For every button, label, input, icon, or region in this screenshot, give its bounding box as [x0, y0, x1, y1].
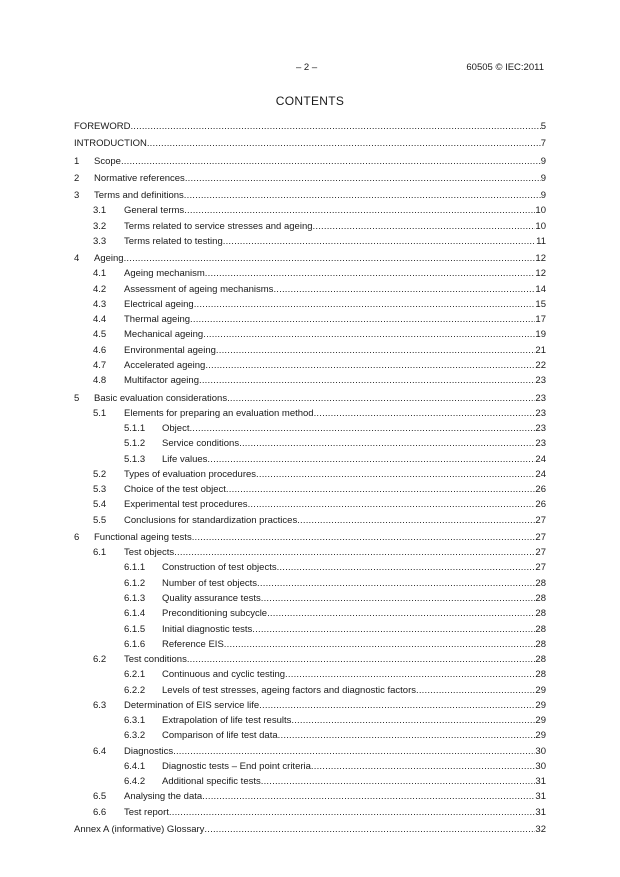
dot-leader — [185, 171, 541, 186]
toc-entry-page-number: 28 — [535, 654, 546, 666]
toc-entry-number: 6.2.2 — [124, 684, 146, 696]
toc-entry-title: Diagnostics — [124, 745, 174, 757]
dot-leader — [194, 297, 536, 312]
toc-entry-title: Extrapolation of life test results — [162, 715, 292, 727]
dot-leader — [207, 452, 535, 467]
toc-entry-title: INTRODUCTION — [74, 138, 147, 150]
table-of-contents — [74, 119, 546, 837]
toc-entry-title: Service conditions — [162, 438, 240, 450]
toc-entry-page-number: 5 — [540, 121, 546, 132]
toc-entry-title: Conclusions for standardization practices — [124, 514, 298, 526]
toc-entry-number: 1 — [74, 155, 80, 167]
toc-entry-title: Life values — [162, 453, 208, 465]
toc-entry-number: 4.8 — [93, 375, 107, 387]
toc-entry-number: 3.1 — [93, 205, 107, 217]
toc-entry-title: Thermal ageing — [124, 314, 191, 326]
toc-entry-number: 6.4.2 — [124, 776, 146, 788]
dot-leader — [257, 576, 535, 591]
dot-leader — [187, 652, 536, 667]
toc-entry-number: 6.3 — [93, 699, 107, 711]
toc-entry-number: 4.6 — [93, 344, 107, 356]
dot-leader — [169, 805, 536, 820]
toc-entry-title: Object — [162, 423, 190, 435]
toc-entry-number: 4.4 — [93, 314, 107, 326]
dot-leader — [261, 774, 536, 789]
toc-entry[interactable] — [74, 467, 546, 482]
toc-entry-title: Scope — [94, 155, 121, 167]
toc-entry[interactable] — [74, 637, 546, 652]
toc-entry-number: 6.4 — [93, 745, 107, 757]
dot-leader — [130, 119, 540, 134]
toc-entry[interactable] — [74, 297, 546, 312]
dot-leader — [205, 358, 535, 373]
toc-entry[interactable] — [74, 119, 546, 134]
dot-leader — [147, 136, 541, 151]
dot-leader — [192, 530, 536, 545]
toc-entry-title: Functional ageing tests — [94, 531, 192, 543]
dot-leader — [223, 234, 536, 249]
toc-entry-number: 4.2 — [93, 283, 107, 295]
toc-entry-page-number: 24 — [535, 453, 546, 465]
toc-entry-page-number: 29 — [535, 684, 546, 696]
toc-entry-title: Test objects — [124, 547, 175, 559]
dot-leader — [124, 251, 536, 266]
toc-entry-number: 5.5 — [93, 514, 107, 526]
toc-entry[interactable] — [74, 560, 546, 575]
toc-entry[interactable] — [74, 513, 546, 528]
toc-entry-number: 6 — [74, 531, 80, 543]
dot-leader — [224, 637, 536, 652]
dot-leader — [273, 282, 535, 297]
toc-entry-title: FOREWORD — [74, 121, 131, 132]
dot-leader — [121, 154, 541, 169]
dot-leader — [252, 622, 535, 637]
toc-entry-title: Terms related to service stresses and ageing — [124, 220, 313, 232]
toc-entry-title: Comparison of life test data — [162, 730, 278, 742]
dot-leader — [203, 327, 535, 342]
toc-entry-title: Elements for preparing an evaluation method — [124, 407, 314, 419]
toc-entry[interactable] — [74, 652, 546, 667]
toc-entry-page-number: 31 — [535, 806, 546, 818]
toc-entry-page-number: 29 — [535, 730, 546, 742]
toc-entry-title: Basic evaluation considerations — [94, 392, 228, 404]
toc-entry[interactable] — [74, 530, 546, 545]
dot-leader — [297, 513, 535, 528]
dot-leader — [259, 698, 535, 713]
toc-entry[interactable] — [74, 136, 546, 151]
toc-entry[interactable] — [74, 154, 546, 169]
toc-entry-page-number: 28 — [535, 623, 546, 635]
toc-entry-title: Terms related to testing — [124, 235, 223, 247]
toc-entry-title: Construction of test objects — [162, 562, 277, 574]
toc-entry-title: Types of evaluation procedures — [124, 468, 257, 480]
toc-entry-title: Test report — [124, 806, 169, 818]
dot-leader — [311, 759, 536, 774]
toc-entry-title: Accelerated ageing — [124, 359, 206, 371]
toc-entry[interactable] — [74, 728, 546, 743]
toc-entry-page-number: 30 — [535, 760, 546, 772]
toc-entry-number: 5.1.3 — [124, 453, 146, 465]
toc-entry[interactable] — [74, 343, 546, 358]
toc-entry[interactable] — [74, 219, 546, 234]
toc-entry[interactable] — [74, 759, 546, 774]
toc-entry-page-number: 29 — [535, 699, 546, 711]
toc-entry-page-number: 23 — [535, 438, 546, 450]
toc-entry-title: Choice of the test object — [124, 484, 226, 496]
toc-entry[interactable] — [74, 591, 546, 606]
toc-entry[interactable] — [74, 391, 546, 406]
toc-entry[interactable] — [74, 358, 546, 373]
toc-entry-number: 3 — [74, 190, 80, 202]
toc-entry-number: 6.3.1 — [124, 715, 146, 727]
toc-entry-page-number: 22 — [535, 359, 546, 371]
toc-entry-title: Levels of test stresses, ageing factors and diagnostic factors — [162, 684, 416, 696]
toc-entry-title: Analysing the data — [124, 791, 203, 803]
toc-entry-title: Mechanical ageing — [124, 329, 204, 341]
dot-leader — [189, 421, 535, 436]
toc-entry-page-number: 28 — [535, 608, 546, 620]
toc-entry[interactable] — [74, 482, 546, 497]
toc-entry-page-number: 28 — [535, 592, 546, 604]
toc-entry-page-number: 15 — [535, 298, 546, 310]
toc-entry-number: 6.1.6 — [124, 638, 146, 650]
toc-entry-title: Test conditions — [124, 654, 187, 666]
toc-entry-number: 5.2 — [93, 468, 107, 480]
toc-entry[interactable] — [74, 805, 546, 820]
page-title: CONTENTS — [275, 94, 345, 108]
dot-leader — [184, 188, 541, 203]
toc-entry[interactable] — [74, 234, 546, 249]
toc-entry[interactable] — [74, 667, 546, 682]
dot-leader — [267, 606, 535, 621]
toc-entry-title: Annex A (informative) Glossary — [74, 823, 205, 835]
toc-entry-title: General terms — [124, 205, 185, 217]
toc-entry-number: 6.4.1 — [124, 760, 146, 772]
toc-entry-title: Electrical ageing — [124, 298, 194, 310]
toc-entry-number: 6.1 — [93, 547, 107, 559]
dot-leader — [216, 343, 536, 358]
toc-entry-number: 6.1.1 — [124, 562, 146, 574]
toc-entry-title: Terms and definitions — [94, 190, 184, 202]
toc-entry[interactable] — [74, 421, 546, 436]
toc-entry[interactable] — [74, 606, 546, 621]
toc-entry-page-number: 12 — [535, 268, 546, 280]
toc-entry[interactable] — [74, 545, 546, 560]
toc-entry-page-number: 9 — [540, 172, 546, 184]
toc-entry-title: Additional specific tests — [162, 776, 261, 788]
toc-entry-page-number: 9 — [540, 190, 546, 202]
toc-entry-number: 6.1.3 — [124, 592, 146, 604]
toc-entry-number: 6.5 — [93, 791, 107, 803]
toc-entry-title: Preconditioning subcycle — [162, 608, 268, 620]
toc-entry[interactable] — [74, 203, 546, 218]
toc-entry-title: Assessment of ageing mechanisms — [124, 283, 274, 295]
toc-entry[interactable] — [74, 744, 546, 759]
toc-entry[interactable] — [74, 452, 546, 467]
toc-entry-title: Ageing — [94, 253, 124, 265]
toc-entry[interactable] — [74, 373, 546, 388]
dot-leader — [205, 266, 536, 281]
toc-entry-title: Number of test objects — [162, 577, 258, 589]
dot-leader — [199, 373, 535, 388]
toc-entry[interactable] — [74, 622, 546, 637]
toc-entry-page-number: 10 — [535, 205, 546, 217]
toc-entry-number: 4.7 — [93, 359, 107, 371]
toc-entry-number: 6.1.4 — [124, 608, 146, 620]
toc-entry[interactable] — [74, 251, 546, 266]
dot-leader — [190, 312, 535, 327]
toc-entry-number: 2 — [74, 172, 80, 184]
toc-entry-number: 6.1.5 — [124, 623, 146, 635]
dot-leader — [314, 406, 536, 421]
toc-entry-title: Reference EIS — [162, 638, 224, 650]
toc-entry-page-number: 26 — [535, 499, 546, 511]
toc-entry-number: 4.3 — [93, 298, 107, 310]
toc-entry-number: 4 — [74, 253, 80, 265]
toc-entry-page-number: 27 — [535, 514, 546, 526]
toc-entry-page-number: 14 — [535, 283, 546, 295]
toc-entry-title: Multifactor ageing — [124, 375, 199, 387]
dot-leader — [174, 545, 535, 560]
toc-entry[interactable] — [74, 683, 546, 698]
toc-entry-title: Initial diagnostic tests — [162, 623, 253, 635]
dot-leader — [291, 713, 535, 728]
dot-leader — [285, 667, 535, 682]
toc-entry-title: Experimental test procedures — [124, 499, 248, 511]
toc-entry-page-number: 30 — [535, 745, 546, 757]
toc-entry[interactable] — [74, 576, 546, 591]
dot-leader — [202, 789, 535, 804]
toc-entry-page-number: 28 — [535, 669, 546, 681]
toc-entry-page-number: 10 — [535, 220, 546, 232]
toc-entry[interactable] — [74, 789, 546, 804]
toc-entry-page-number: 31 — [535, 776, 546, 788]
toc-entry-number: 6.6 — [93, 806, 107, 818]
toc-entry-page-number: 29 — [535, 715, 546, 727]
toc-entry-title: Diagnostic tests – End point criteria — [162, 760, 311, 772]
toc-entry-page-number: 27 — [535, 562, 546, 574]
toc-entry[interactable] — [74, 282, 546, 297]
dot-leader — [278, 728, 536, 743]
toc-entry[interactable] — [74, 188, 546, 203]
toc-entry-page-number: 24 — [535, 468, 546, 480]
toc-entry-number: 6.2 — [93, 654, 107, 666]
toc-entry-page-number: 7 — [540, 138, 546, 150]
document-reference-header: 60505 © IEC:2011 — [466, 62, 544, 73]
toc-entry-number: 5.1.1 — [124, 423, 146, 435]
dot-leader — [256, 467, 535, 482]
toc-entry-number: 5.1 — [93, 407, 107, 419]
toc-entry[interactable] — [74, 266, 546, 281]
toc-entry-title: Environmental ageing — [124, 344, 216, 356]
toc-entry-page-number: 9 — [540, 155, 546, 167]
toc-entry-page-number: 21 — [535, 344, 546, 356]
toc-entry-page-number: 23 — [535, 392, 546, 404]
toc-entry[interactable] — [74, 713, 546, 728]
dot-leader — [416, 683, 535, 698]
toc-entry-page-number: 31 — [535, 791, 546, 803]
toc-entry-page-number: 27 — [535, 547, 546, 559]
dot-leader — [173, 744, 535, 759]
toc-entry-title: Determination of EIS service life — [124, 699, 260, 711]
toc-entry-page-number: 11 — [536, 235, 546, 247]
dot-leader — [261, 591, 536, 606]
toc-entry-number: 5.3 — [93, 484, 107, 496]
toc-entry-number: 4.1 — [93, 268, 107, 280]
toc-entry[interactable] — [74, 497, 546, 512]
toc-entry-page-number: 17 — [535, 314, 546, 326]
dot-leader — [277, 560, 536, 575]
toc-entry-page-number: 27 — [535, 531, 546, 543]
page-number-header: – 2 – — [296, 62, 318, 73]
toc-entry-number: 6.1.2 — [124, 577, 146, 589]
dot-leader — [248, 497, 536, 512]
toc-entry-page-number: 28 — [535, 638, 546, 650]
toc-entry-number: 4.5 — [93, 329, 107, 341]
toc-entry[interactable] — [74, 698, 546, 713]
toc-entry-page-number: 26 — [535, 484, 546, 496]
toc-entry-title: Continuous and cyclic testing — [162, 669, 286, 681]
toc-entry-page-number: 23 — [535, 407, 546, 419]
toc-entry-title: Normative references — [94, 172, 185, 184]
dot-leader — [227, 391, 535, 406]
toc-entry[interactable] — [74, 436, 546, 451]
dot-leader — [239, 436, 535, 451]
dot-leader — [313, 219, 536, 234]
dot-leader — [184, 203, 535, 218]
toc-entry-page-number: 32 — [535, 823, 546, 835]
dot-leader — [226, 482, 536, 497]
dot-leader — [204, 822, 535, 837]
toc-entry[interactable] — [74, 327, 546, 342]
toc-entry-number: 3.2 — [93, 220, 107, 232]
toc-entry-number: 5.4 — [93, 499, 107, 511]
toc-entry[interactable] — [74, 774, 546, 789]
toc-entry-number: 6.2.1 — [124, 669, 146, 681]
toc-entry-number: 5.1.2 — [124, 438, 146, 450]
toc-entry[interactable] — [74, 822, 546, 837]
toc-entry[interactable] — [74, 312, 546, 327]
toc-entry-title: Quality assurance tests — [162, 592, 261, 604]
toc-entry-number: 3.3 — [93, 235, 107, 247]
toc-entry-number: 5 — [74, 392, 80, 404]
toc-entry-page-number: 19 — [535, 329, 546, 341]
toc-entry[interactable] — [74, 171, 546, 186]
toc-entry-number: 6.3.2 — [124, 730, 146, 742]
toc-entry-page-number: 23 — [535, 423, 546, 435]
toc-entry-page-number: 23 — [535, 375, 546, 387]
toc-entry-page-number: 28 — [535, 577, 546, 589]
toc-entry-page-number: 12 — [535, 253, 546, 265]
toc-entry-title: Ageing mechanism — [124, 268, 205, 280]
toc-entry[interactable] — [74, 406, 546, 421]
